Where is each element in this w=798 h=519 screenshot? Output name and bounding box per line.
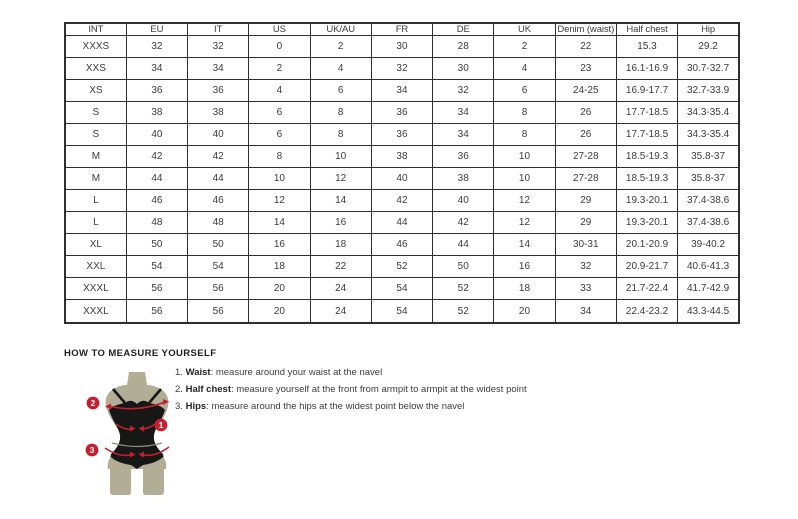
table-cell: 34 (126, 58, 187, 80)
table-cell: XXS (65, 58, 126, 80)
size-table-head-row (65, 23, 739, 36)
mannequin-illustration (80, 372, 185, 499)
table-cell: 24 (310, 278, 371, 300)
table-cell: 16 (310, 212, 371, 234)
table-cell: L (65, 190, 126, 212)
column-header: INT (65, 23, 126, 36)
table-cell: 27-28 (555, 168, 616, 190)
table-cell: 8 (249, 146, 310, 168)
table-cell: 18 (310, 234, 371, 256)
table-cell: 29.2 (678, 36, 739, 58)
table-cell: 12 (494, 212, 555, 234)
table-cell: 36 (126, 80, 187, 102)
table-cell: M (65, 146, 126, 168)
table-cell: 30.7-32.7 (678, 58, 739, 80)
table-cell: 6 (310, 80, 371, 102)
waist-badge-number: 1 (158, 420, 164, 430)
table-cell: 36 (188, 80, 249, 102)
step-number: 3. (175, 401, 183, 412)
measure-step-hips (175, 402, 527, 412)
table-cell: 8 (494, 102, 555, 124)
column-header: IT (188, 23, 249, 36)
table-cell: 54 (371, 300, 432, 323)
step-label: Hips (185, 401, 207, 412)
table-cell: 34 (188, 58, 249, 80)
table-cell: 23 (555, 58, 616, 80)
table-cell: 40 (188, 124, 249, 146)
chest-badge-number: 2 (90, 398, 96, 408)
table-cell: 2 (249, 58, 310, 80)
table-cell: 38 (188, 102, 249, 124)
table-cell: M (65, 168, 126, 190)
table-cell: 30 (433, 58, 494, 80)
table-cell: 26 (555, 102, 616, 124)
table-cell: 54 (188, 256, 249, 278)
size-table (64, 22, 740, 324)
table-cell: 30-31 (555, 234, 616, 256)
table-cell: 38 (126, 102, 187, 124)
table-cell: 26 (555, 124, 616, 146)
measure-step-waist (175, 368, 527, 378)
table-cell: 56 (126, 300, 187, 323)
table-cell: 32 (371, 58, 432, 80)
table-cell: 0 (249, 36, 310, 58)
table-cell: 34 (433, 124, 494, 146)
table-cell: 15.3 (616, 36, 677, 58)
table-cell: XXXL (65, 300, 126, 323)
table-cell: 50 (188, 234, 249, 256)
step-number: 2. (175, 384, 183, 395)
table-cell: 34 (433, 102, 494, 124)
table-cell: 36 (371, 102, 432, 124)
table-cell: 18.5-19.3 (616, 146, 677, 168)
table-cell: 20.9-21.7 (616, 256, 677, 278)
measurement-figure (80, 372, 185, 499)
table-cell: 46 (188, 190, 249, 212)
table-row (65, 102, 739, 124)
table-cell: 6 (249, 124, 310, 146)
table-cell: 4 (494, 58, 555, 80)
table-cell: 18 (249, 256, 310, 278)
table-cell: 2 (310, 36, 371, 58)
table-cell: L (65, 212, 126, 234)
table-cell: 10 (249, 168, 310, 190)
table-cell: 41.7-42.9 (678, 278, 739, 300)
table-cell: 52 (433, 278, 494, 300)
table-row (65, 190, 739, 212)
table-row (65, 234, 739, 256)
table-cell: XXXL (65, 278, 126, 300)
table-cell: 50 (433, 256, 494, 278)
table-row (65, 300, 739, 323)
column-header: DE (433, 23, 494, 36)
table-cell: 40.6-41.3 (678, 256, 739, 278)
table-cell: 43.3-44.5 (678, 300, 739, 323)
table-cell: 37.4-38.6 (678, 190, 739, 212)
table-cell: 42 (188, 146, 249, 168)
table-cell: 56 (188, 300, 249, 323)
table-cell: 52 (433, 300, 494, 323)
table-cell: 20.1-20.9 (616, 234, 677, 256)
table-cell: 18.5-19.3 (616, 168, 677, 190)
table-cell: XXL (65, 256, 126, 278)
table-row (65, 80, 739, 102)
table-cell: 8 (310, 102, 371, 124)
table-cell: XS (65, 80, 126, 102)
table-row (65, 58, 739, 80)
table-cell: 19.3-20.1 (616, 190, 677, 212)
table-cell: 29 (555, 212, 616, 234)
table-cell: 22 (555, 36, 616, 58)
table-cell: 4 (249, 80, 310, 102)
table-cell: 24 (310, 300, 371, 323)
table-cell: 24-25 (555, 80, 616, 102)
table-cell: 10 (310, 146, 371, 168)
table-cell: 10 (494, 146, 555, 168)
measure-steps-list (175, 368, 527, 419)
table-cell: 38 (371, 146, 432, 168)
table-cell: 27-28 (555, 146, 616, 168)
table-cell: 42 (371, 190, 432, 212)
table-cell: 52 (371, 256, 432, 278)
table-cell: 32 (188, 36, 249, 58)
column-header: Denim (waist) (555, 23, 616, 36)
table-cell: 12 (494, 190, 555, 212)
table-row (65, 212, 739, 234)
table-cell: 54 (371, 278, 432, 300)
table-cell: 19.3-20.1 (616, 212, 677, 234)
column-header: FR (371, 23, 432, 36)
table-cell: 44 (126, 168, 187, 190)
table-row (65, 146, 739, 168)
column-header: UK (494, 23, 555, 36)
table-cell: 35.8-37 (678, 168, 739, 190)
table-cell: 17.7-18.5 (616, 124, 677, 146)
step-label: Waist (185, 367, 211, 378)
table-cell: 44 (433, 234, 494, 256)
size-table-body (65, 36, 739, 324)
table-cell: 34 (371, 80, 432, 102)
table-cell: 38 (433, 168, 494, 190)
table-cell: 20 (249, 278, 310, 300)
table-cell: 56 (126, 278, 187, 300)
table-row (65, 168, 739, 190)
table-cell: 34 (555, 300, 616, 323)
table-cell: 48 (188, 212, 249, 234)
table-cell: 8 (310, 124, 371, 146)
table-cell: 42 (433, 212, 494, 234)
table-cell: 16.9-17.7 (616, 80, 677, 102)
measure-step-half-chest (175, 385, 527, 395)
table-cell: S (65, 124, 126, 146)
step-text: : measure yourself at the front from armpit to armpit at the widest point (230, 384, 527, 395)
table-cell: 46 (371, 234, 432, 256)
table-cell: 14 (310, 190, 371, 212)
table-cell: 36 (433, 146, 494, 168)
table-row (65, 278, 739, 300)
table-cell: 14 (249, 212, 310, 234)
column-header: EU (126, 23, 187, 36)
size-chart (64, 22, 740, 324)
table-cell: 42 (126, 146, 187, 168)
table-cell: 30 (371, 36, 432, 58)
table-cell: 10 (494, 168, 555, 190)
table-cell: 44 (188, 168, 249, 190)
table-cell: 29 (555, 190, 616, 212)
table-cell: 20 (249, 300, 310, 323)
table-cell: 16 (249, 234, 310, 256)
table-cell: 16.1-16.9 (616, 58, 677, 80)
table-row (65, 124, 739, 146)
table-cell: 16 (494, 256, 555, 278)
measure-section-title: HOW TO MEASURE YOURSELF (64, 348, 217, 359)
table-cell: 2 (494, 36, 555, 58)
column-header: Hip (678, 23, 739, 36)
table-cell: 32 (555, 256, 616, 278)
table-cell: 44 (371, 212, 432, 234)
table-cell: 32 (126, 36, 187, 58)
table-cell: 34.3-35.4 (678, 124, 739, 146)
table-cell: 37.4-38.6 (678, 212, 739, 234)
table-cell: 4 (310, 58, 371, 80)
table-row (65, 256, 739, 278)
table-cell: 12 (249, 190, 310, 212)
mannequin-neck (127, 372, 147, 385)
table-cell: XL (65, 234, 126, 256)
table-cell: 39-40.2 (678, 234, 739, 256)
table-cell: 56 (188, 278, 249, 300)
table-cell: 40 (371, 168, 432, 190)
step-text: : measure around the hips at the widest point below the navel (206, 401, 465, 412)
table-cell: 17.7-18.5 (616, 102, 677, 124)
table-cell: S (65, 102, 126, 124)
table-cell: 34.3-35.4 (678, 102, 739, 124)
table-cell: 22 (310, 256, 371, 278)
table-cell: 14 (494, 234, 555, 256)
step-number: 1. (175, 367, 183, 378)
step-label: Half chest (185, 384, 231, 395)
table-cell: 32 (433, 80, 494, 102)
table-cell: 40 (433, 190, 494, 212)
table-cell: 35.8-37 (678, 146, 739, 168)
hips-badge-number: 3 (89, 445, 95, 455)
table-cell: 50 (126, 234, 187, 256)
table-cell: 22.4-23.2 (616, 300, 677, 323)
column-header: UK/AU (310, 23, 371, 36)
size-table-head (65, 23, 739, 36)
table-cell: 21.7-22.4 (616, 278, 677, 300)
table-cell: 40 (126, 124, 187, 146)
table-cell: 6 (249, 102, 310, 124)
table-cell: 12 (310, 168, 371, 190)
table-cell: 54 (126, 256, 187, 278)
garment-body (109, 401, 165, 469)
table-cell: 18 (494, 278, 555, 300)
table-cell: 28 (433, 36, 494, 58)
table-cell: 36 (371, 124, 432, 146)
table-cell: 33 (555, 278, 616, 300)
table-row (65, 36, 739, 58)
table-cell: 48 (126, 212, 187, 234)
table-cell: XXXS (65, 36, 126, 58)
column-header: US (249, 23, 310, 36)
table-cell: 32.7-33.9 (678, 80, 739, 102)
table-cell: 20 (494, 300, 555, 323)
table-cell: 6 (494, 80, 555, 102)
table-cell: 46 (126, 190, 187, 212)
column-header: Half chest (616, 23, 677, 36)
step-text: : measure around your waist at the navel (210, 367, 383, 378)
table-cell: 8 (494, 124, 555, 146)
